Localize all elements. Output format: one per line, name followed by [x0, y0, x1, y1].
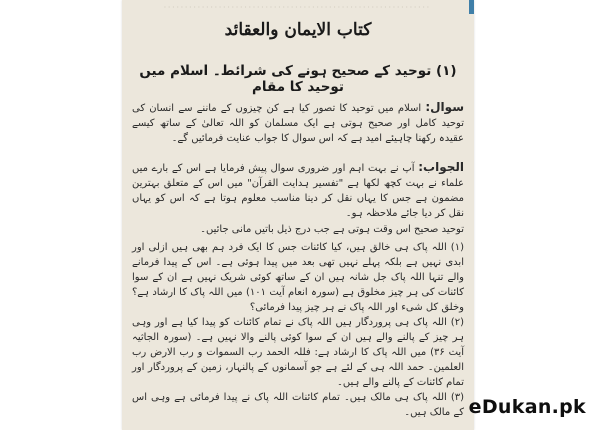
answer-label: الجواب: [418, 160, 465, 174]
answer-paragraph [132, 160, 464, 221]
question-paragraph [132, 100, 464, 146]
point-one: (۱) اللہ پاک ہی خالق ہیں، کیا کائنات جس کا ایک فرد ہم بھی ہیں ازلی اور ابدی نہیں ہے بلکہ پہلے نہیں تھی بعد میں پیدا ہوئی ہے۔ اس کے پیدا فرمانے والے تنہا اللہ پاک جل شانہ ہیں ان کے ساتھ کوئی شریک نہیں ہے ان کے سوا کائنات کی ہر چیز مخلوق ہے (سورہ انعام آیت ۱۰۱) میں اللہ پاک کا ارشاد ہے؟ وخلق کل شیء اور اللہ پاک نے ہر چیز پیدا فرمائی؟ [132, 242, 464, 313]
book-page [122, 0, 474, 430]
edukan-watermark: eDukan.pk [468, 396, 586, 418]
book-title: کتاب الایمان والعقائد [224, 20, 372, 40]
point-two: (۲) اللہ پاک ہی پروردگار ہیں اللہ پاک نے تمام کائنات کو پیدا کیا ہے اور وہی ہر چیز کے پالنے والے ہیں ان کے سوا کوئی پالنے والا نہیں ہے۔ (سورہ الجاثیہ آیت ۳۶) میں اللہ پاک کا ارشاد ہے: فللہ الحمد رب السموات و رب الارض رب العلمین۔ حمد اللہ ہی کے لئے ہے جو آسمانوں کے پالنہار، زمین کے پروردگار اور تمام کائنات کے پالنے والے ہیں۔ [132, 317, 464, 388]
intro-line: توحید صحیح اس وقت ہوتی ہے جب درج ذیل باتیں مانی جائیں۔ [200, 224, 464, 235]
point-three: (۳) اللہ پاک ہی مالک ہیں۔ تمام کائنات اللہ پاک نے پیدا فرمائی ہے وہی اس کے مالک ہیں۔ [132, 392, 464, 418]
answer-text: آپ نے بہت اہم اور ضروری سوال پیش فرمایا ہے اس کے بارے میں علماء نے بہت کچھ لکھا ہے "تفسیر ہدایت القرآن" میں اس کے متعلق بہترین مضمون ہے جس کا یہاں نقل کر دینا مناسب معلوم ہوتا ہے کہ اس کو یہاں نقل کر دیا جائے ملاحظہ ہو۔ [132, 163, 464, 219]
question-text: اسلام میں توحید کا تصور کیا ہے کن چیزوں کے ماننے سے انسان کی توحید کامل اور صحیح ہوتی ہے ایک مسلمان کو اللہ تعالیٰ کے ساتھ کیسے عقیدہ رکھنا چاہیئے امید ہے کہ اس سوال کا جواب عنایت فرمائیں گے۔ [132, 103, 464, 144]
question-label: سوال: [425, 100, 464, 114]
section-heading: (۱) توحید کے صحیح ہونے کی شرائط۔ اسلام میں توحید کا مقام [139, 63, 457, 95]
